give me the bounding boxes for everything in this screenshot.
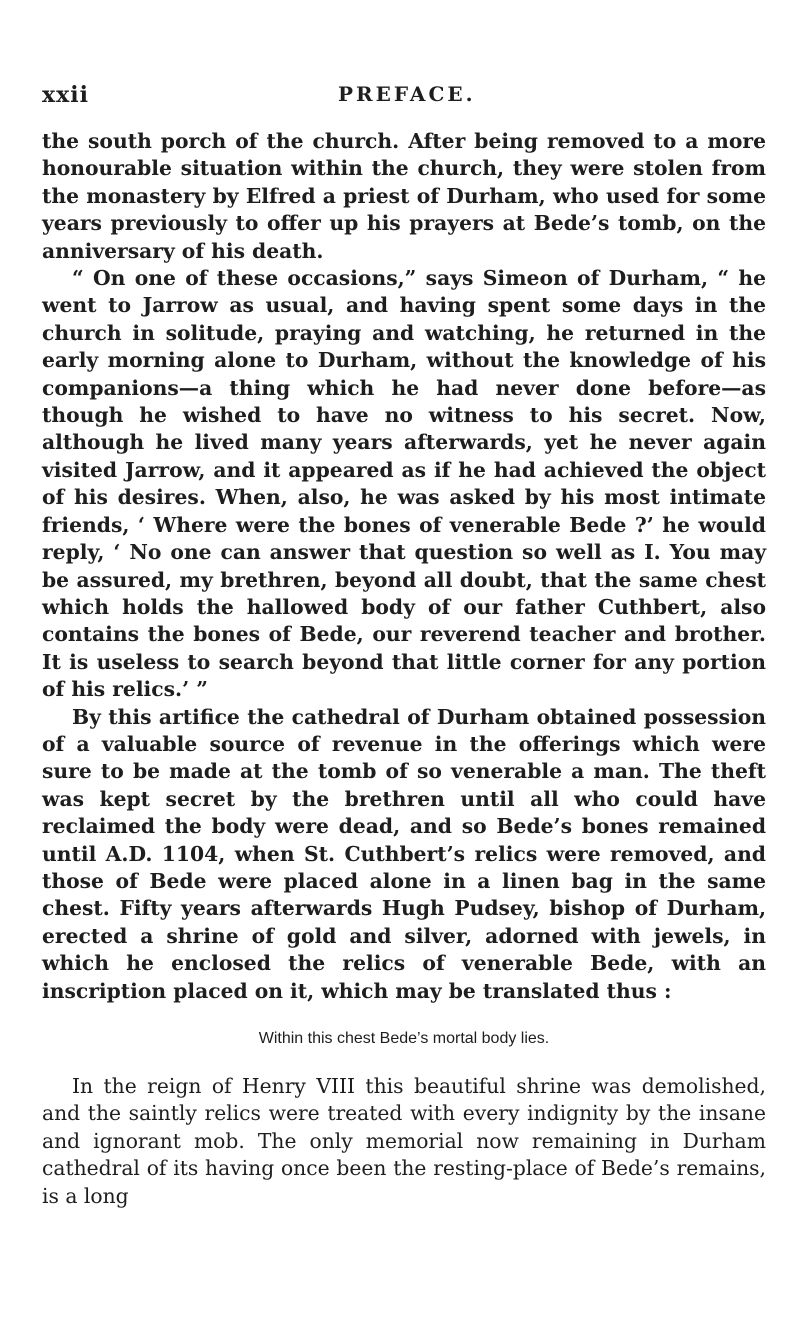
body-text — [42, 128, 766, 1210]
running-title: PREFACE. — [338, 82, 476, 106]
inscription-translation: Within this chest Bede’s mortal body lies. — [258, 1030, 550, 1047]
paragraph-artifice: By this artifice the cathedral of Durham obtained possession of a valuable source of revenue in the offerings which were sure to be made at the tomb of so venerable a man. The theft was kept secret by the brethren until all who could have reclaimed the body were dead, and so Bede’s bones remained until A.D. 1104, when St. Cuthbert’s relics were removed, and those of Bede were placed alone in a linen bag in the same chest. Fifty years afterwards Hugh Pudsey, bishop of Durham, erected a shrine of gold and silver, adorned with jewels, in which he enclosed the relics of venerable Bede, with an inscription placed on it, which may be translated thus : — [42, 704, 766, 1003]
paragraph-henry-viii: In the reign of Henry VIII this beautiful shrine was demolished, and the saintly relics were treated with every indignity by the insane and ignorant mob. The only memorial now remaining in Durham cathedral of its having once been the resting-place of Bede’s remains, is a long — [42, 1074, 766, 1208]
running-head — [42, 0, 766, 110]
paragraph-continuation: the south porch of the church. After being removed to a more honourable situation within the church, they were stolen from the monastery by Elfred a priest of Durham, who used for some years previously to offer up his prayers at Bede’s tomb, on the anniversary of his death. — [42, 129, 766, 263]
book-page — [42, 0, 766, 1318]
paragraph-simeon-quote: “ On one of these occasions,” says Simeon of Durham, “ he went to Jarrow as usual, and having spent some days in the church in solitude, praying and watching, he returned in the early morning alone to Durham, without the knowledge of his companions—a thing which he had never done before—as though he wished to have no witness to his secret. Now, although he lived many years afterwards, yet he never again visited Jarrow, and it appeared as if he had achieved the object of his desires. When, also, he was asked by his most intimate friends, ‘ Where were the bones of venerable Bede ?’ he would reply, ‘ No one can answer that question so well as I. You may be assured, my brethren, beyond all doubt, that the same chest which holds the hallowed body of our father Cuthbert, also contains the bones of Bede, our reverend teacher and brother. It is useless to search beyond that little corner for any portion of his relics.’ ” — [42, 266, 766, 702]
page-number: xxii — [42, 82, 89, 108]
